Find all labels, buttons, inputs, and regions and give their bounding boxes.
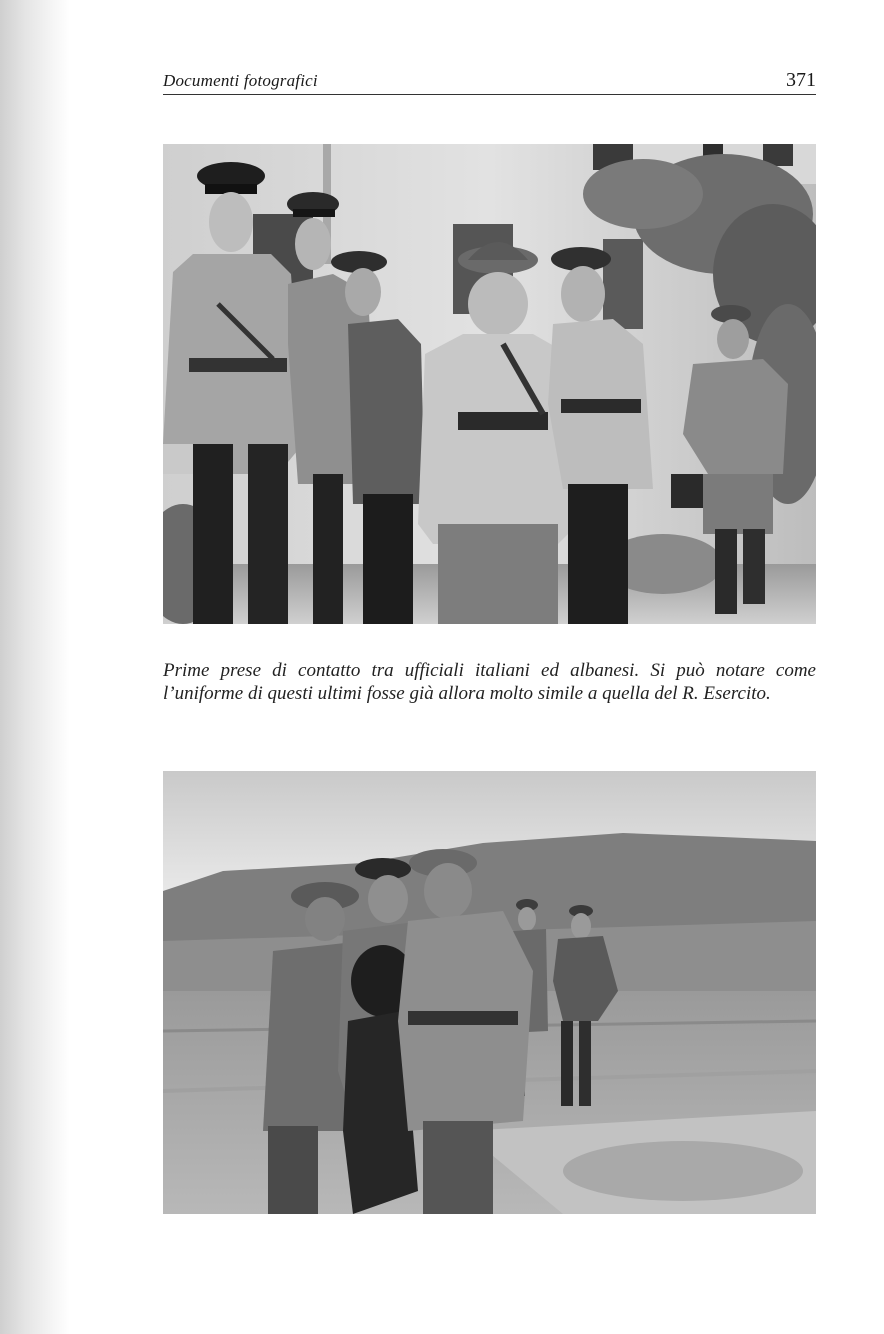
page-gutter-shadow	[0, 0, 70, 1334]
page-number: 371	[786, 69, 816, 91]
photo-officers-group	[163, 144, 816, 624]
running-title: Documenti fotografici	[163, 71, 318, 90]
photograph-officers-field-icon	[163, 771, 816, 1214]
photo-officers-field	[163, 771, 816, 1214]
running-header	[163, 66, 816, 95]
photograph-officers-group-icon	[163, 144, 816, 624]
photo-caption: Prime prese di contatto tra ufficiali italiani ed albanesi. Si può notare come l’uniforme di questi ultimi fosse già allora molto simile a quella del R. Esercito.	[163, 660, 816, 704]
